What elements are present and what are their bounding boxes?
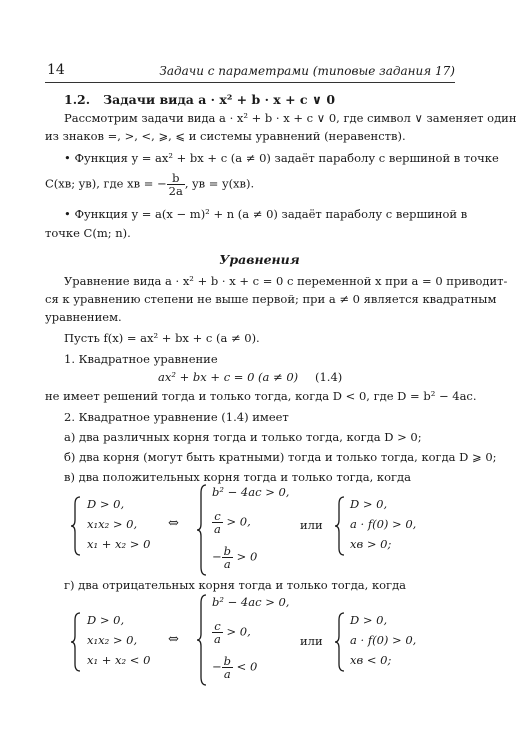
system-g-left-1: D > 0,: [87, 613, 125, 627]
mid2-suffix-g: > 0,: [222, 624, 251, 639]
mid3-den-v: a: [223, 557, 231, 571]
system-g-right-3: xв < 0;: [350, 653, 392, 667]
mid3-suffix-g: < 0: [233, 659, 258, 674]
vertex-prefix: C(xв; yв), где xв = −: [45, 176, 167, 191]
system-g-left-3: x₁ + x₂ < 0: [87, 653, 151, 667]
or-label-g: или: [300, 634, 323, 648]
system-v-left-3: x₁ + x₂ > 0: [87, 537, 151, 551]
mid3-num-v: b: [223, 544, 232, 558]
mid-brace-g: [196, 594, 208, 686]
intro-line-1: Рассмотрим задачи вида a · x² + b · x + c ∨ 0, где символ ∨ заменяет один: [64, 111, 517, 125]
right-brace-g: [334, 612, 346, 672]
left-brace-v: [70, 496, 82, 556]
system-g-left-2: x₁x₂ > 0,: [87, 633, 138, 647]
mid2-frac-g: [212, 620, 223, 645]
intro-line-2: из знаков =, >, <, ⩾, ⩽ и системы уравнений (неравенств).: [45, 129, 406, 143]
system-v-right-2: a · f(0) > 0,: [350, 517, 417, 531]
system-v-mid-3: [212, 545, 257, 570]
let-line: Пусть f(x) = ax² + bx + c (a ≠ 0).: [64, 331, 260, 345]
item1-title: 1. Квадратное уравнение: [64, 352, 218, 366]
system-g-right-2: a · f(0) > 0,: [350, 633, 417, 647]
vertex-frac-den: 2a: [168, 184, 183, 198]
system-g-mid-1: b² − 4ac > 0,: [212, 595, 290, 609]
bullet2-line-1: • Функция y = a(x − m)² + n (a ≠ 0) задаёт параболу с вершиной в: [64, 207, 468, 221]
equivalence-arrow-v: ⇔: [168, 516, 179, 531]
running-title: Задачи с параметрами (типовые задания 17): [159, 64, 455, 78]
item2-v: в) два положительных корня тогда и только тогда, когда: [64, 470, 411, 484]
item2-b: б) два корня (могут быть кратными) тогда и только тогда, когда D ⩾ 0;: [64, 450, 497, 464]
mid3-suffix-v: > 0: [233, 549, 258, 564]
item2-title: 2. Квадратное уравнение (1.4) имеет: [64, 410, 289, 424]
section-heading: [64, 92, 335, 107]
subheading-equations: Уравнения: [219, 252, 300, 267]
section-title: Задачи вида a · x² + b · x + c ∨ 0: [103, 92, 336, 107]
bullet1-line-1: • Функция y = ax² + bx + c (a ≠ 0) задаёт параболу с вершиной в точке: [64, 151, 499, 165]
system-v-right-1: D > 0,: [350, 497, 388, 511]
system-v-left-2: x₁x₂ > 0,: [87, 517, 138, 531]
mid3-den-g: a: [223, 667, 231, 681]
section-number: 1.2.: [64, 92, 91, 107]
header-rule: [45, 82, 455, 83]
equivalence-arrow-g: ⇔: [168, 632, 179, 647]
eq-intro-line-1: Уравнение вида a · x² + b · x + c = 0 с переменной x при a = 0 приводит-: [64, 274, 508, 288]
mid-brace-v: [196, 484, 208, 576]
mid2-num-v: c: [212, 510, 223, 523]
left-brace-g: [70, 612, 82, 672]
mid2-num-g: c: [212, 620, 223, 633]
system-g-mid-3: [212, 655, 257, 680]
mid3-prefix-v: −: [212, 549, 222, 564]
mid3-prefix-g: −: [212, 659, 222, 674]
eq-intro-line-2: ся к уравнению степени не выше первой; при a ≠ 0 является квадратным: [45, 292, 497, 306]
mid3-num-g: b: [223, 654, 232, 668]
mid2-den-v: a: [214, 522, 221, 536]
bullet1-vertex: [45, 172, 254, 197]
or-label-v: или: [300, 518, 323, 532]
mid2-den-g: a: [214, 632, 221, 646]
mid3-frac-v: [222, 545, 233, 570]
item2-a: а) два различных корня тогда и только тогда, когда D > 0;: [64, 430, 422, 444]
vertex-frac-num: b: [167, 172, 185, 185]
mid3-frac-g: [222, 655, 233, 680]
right-brace-v: [334, 496, 346, 556]
system-v-mid-1: b² − 4ac > 0,: [212, 485, 290, 499]
system-g-right-1: D > 0,: [350, 613, 388, 627]
bullet2-line-2: точке C(m; n).: [45, 226, 131, 240]
item1-eq-number: (1.4): [315, 370, 343, 384]
system-v-right-3: xв > 0;: [350, 537, 392, 551]
system-v-left-1: D > 0,: [87, 497, 125, 511]
mid2-frac-v: [212, 510, 223, 535]
vertex-fraction: [167, 172, 185, 197]
mid2-suffix-v: > 0,: [222, 514, 251, 529]
item1-equation: ax² + bx + c = 0 (a ≠ 0): [158, 370, 299, 384]
page-number: 14: [47, 62, 65, 78]
system-v-mid-2: [212, 510, 251, 535]
item1-condition: не имеет решений тогда и только тогда, когда D < 0, где D = b² − 4ac.: [45, 389, 477, 403]
eq-intro-line-3: уравнением.: [45, 310, 122, 324]
vertex-suffix: , yв = y(xв).: [184, 176, 255, 191]
item2-g: г) два отрицательных корня тогда и только тогда, когда: [64, 578, 407, 592]
system-g-mid-2: [212, 620, 251, 645]
